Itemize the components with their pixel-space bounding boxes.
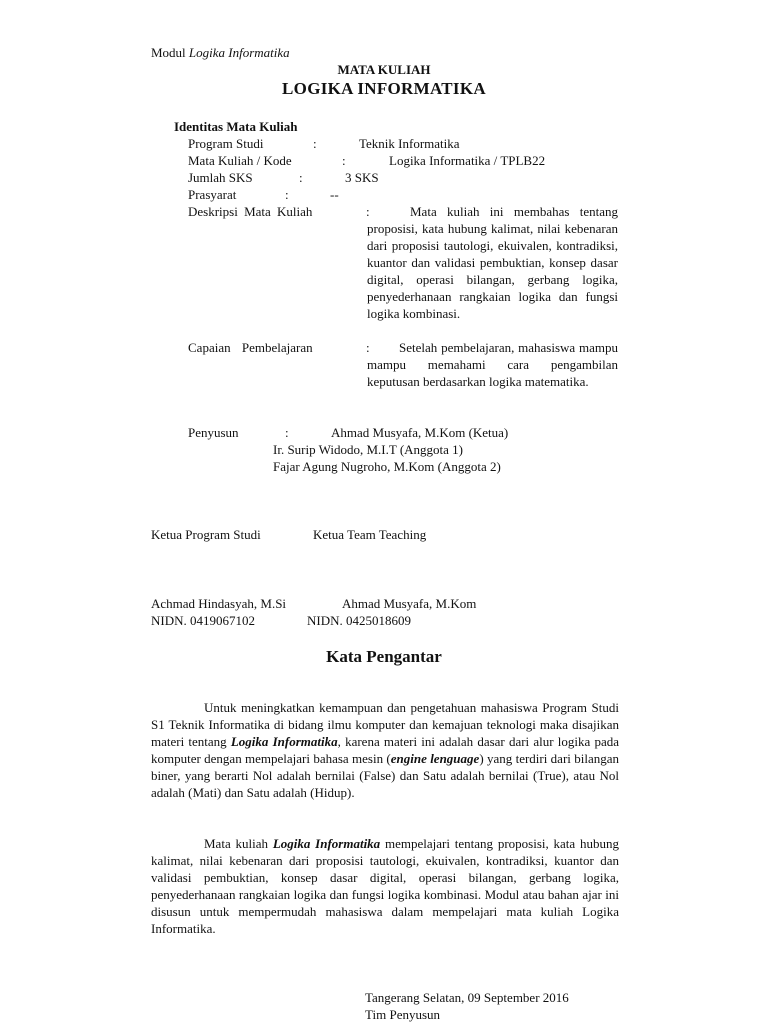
- preface-p1-emphasis: Logika Informatika: [230, 734, 338, 749]
- preface-paragraph-2: [151, 835, 619, 937]
- prereq-colon: :: [285, 187, 289, 202]
- sign-left-title: Ketua Program Studi: [151, 527, 261, 542]
- course-title: LOGIKA INFORMATIKA: [282, 79, 486, 98]
- outcome-label: Capaian Pembelajaran: [188, 340, 313, 355]
- outcome-value-text: Setelah pembelajaran, mahasiswa mampu mampu memahami cara pengambilan keputusan berdasarkan logika matematika.: [367, 340, 618, 389]
- sign-right-name: Ahmad Musyafa, M.Kom: [342, 596, 477, 611]
- program-label: Program Studi: [188, 136, 264, 151]
- module-header-prefix: Modul: [151, 45, 189, 60]
- course-subtitle: MATA KULIAH: [337, 62, 431, 77]
- preface-p2-text-b: mempelajari tentang proposisi, kata hubung kalimat, nilai kebenaran dari proposisi tautologi, ekuivalen, kontradiksi, kuantor dan validasi pembuktian, konsep dasar digital, operasi bilangan, gerbang logika, penyederhanaan rangkaian logika dan fungsi logika kombinasi. Modul atau bahan ajar ini disusun untuk mempermudah mahasiswa dalam mempelajari mata kuliah Logika Informatika.: [151, 836, 619, 936]
- preface-p1-text-c: ) yang terdiri dari bilangan biner, yang berarti Nol adalah bernilai (False) dan Satu adalah bernilai (True), atau Nol adalah (Mati) dan Satu adalah (Hidup).: [151, 751, 619, 800]
- course-label: Mata Kuliah / Kode: [188, 153, 292, 168]
- program-value: Teknik Informatika: [359, 136, 460, 151]
- preface-p2-emphasis: Logika Informatika: [272, 836, 381, 851]
- desc-value-text: Mata kuliah ini membahas tentang proposisi, kata hubung kalimat, nilai kebenaran dari proposisi tautologi, ekuivalen, kontradiksi, kuantor dan validasi pembuktian, konsep dasar digital, operasi bilangan, gerbang logika, penyederhanaan rangkaian logika dan fungsi logika kombinasi.: [367, 204, 618, 321]
- desc-colon: :: [366, 204, 370, 219]
- author-lead: Ahmad Musyafa, M.Kom (Ketua): [331, 425, 509, 440]
- prereq-label: Prasyarat: [188, 187, 237, 202]
- preface-p1-text-a: Untuk meningkatkan kemampuan dan pengetahuan mahasiswa Program Studi S1 Teknik Informatika di bidang ilmu komputer dan kemajuan teknologi maka disajikan materi tentang: [151, 700, 619, 749]
- desc-value: [367, 203, 618, 322]
- sks-value: 3 SKS: [345, 170, 379, 185]
- preface-p1-text-b: , karena materi ini adalah dasar dari alur logika pada komputer dengan mempelajari bahasa mesin (: [151, 734, 619, 766]
- module-header: [151, 44, 290, 61]
- sks-label: Jumlah SKS: [188, 170, 253, 185]
- place-date: Tangerang Selatan, 09 September 2016: [365, 990, 569, 1005]
- team-signature: Tim Penyusun: [365, 1007, 441, 1022]
- sign-right-title: Ketua Team Teaching: [313, 527, 427, 542]
- author-member-2: Fajar Agung Nugroho, M.Kom (Anggota 2): [273, 459, 501, 474]
- authors-colon: :: [285, 425, 289, 440]
- sign-left-name: Achmad Hindasyah, M.Si: [151, 596, 287, 611]
- prereq-value: --: [330, 187, 339, 202]
- author-member-1: Ir. Surip Widodo, M.I.T (Anggota 1): [273, 442, 464, 457]
- preface-title: Kata Pengantar: [326, 647, 442, 666]
- module-header-name: Logika Informatika: [188, 45, 290, 60]
- outcome-value: [367, 339, 618, 390]
- identity-heading: Identitas Mata Kuliah: [174, 119, 298, 134]
- outcome-colon: :: [366, 340, 370, 355]
- preface-paragraph-1: [151, 699, 619, 801]
- sks-colon: :: [299, 170, 303, 185]
- sign-left-nidn: NIDN. 0419067102: [151, 613, 255, 628]
- desc-label: Deskripsi Mata Kuliah: [188, 204, 313, 219]
- preface-p2-text-a: Mata kuliah: [204, 836, 273, 851]
- preface-p1-emphasis-2: engine lenguage: [390, 751, 480, 766]
- sign-right-nidn: NIDN. 0425018609: [307, 613, 411, 628]
- course-value: Logika Informatika / TPLB22: [389, 153, 546, 168]
- program-colon: :: [313, 136, 317, 151]
- course-colon: :: [342, 153, 346, 168]
- authors-label: Penyusun: [188, 425, 239, 440]
